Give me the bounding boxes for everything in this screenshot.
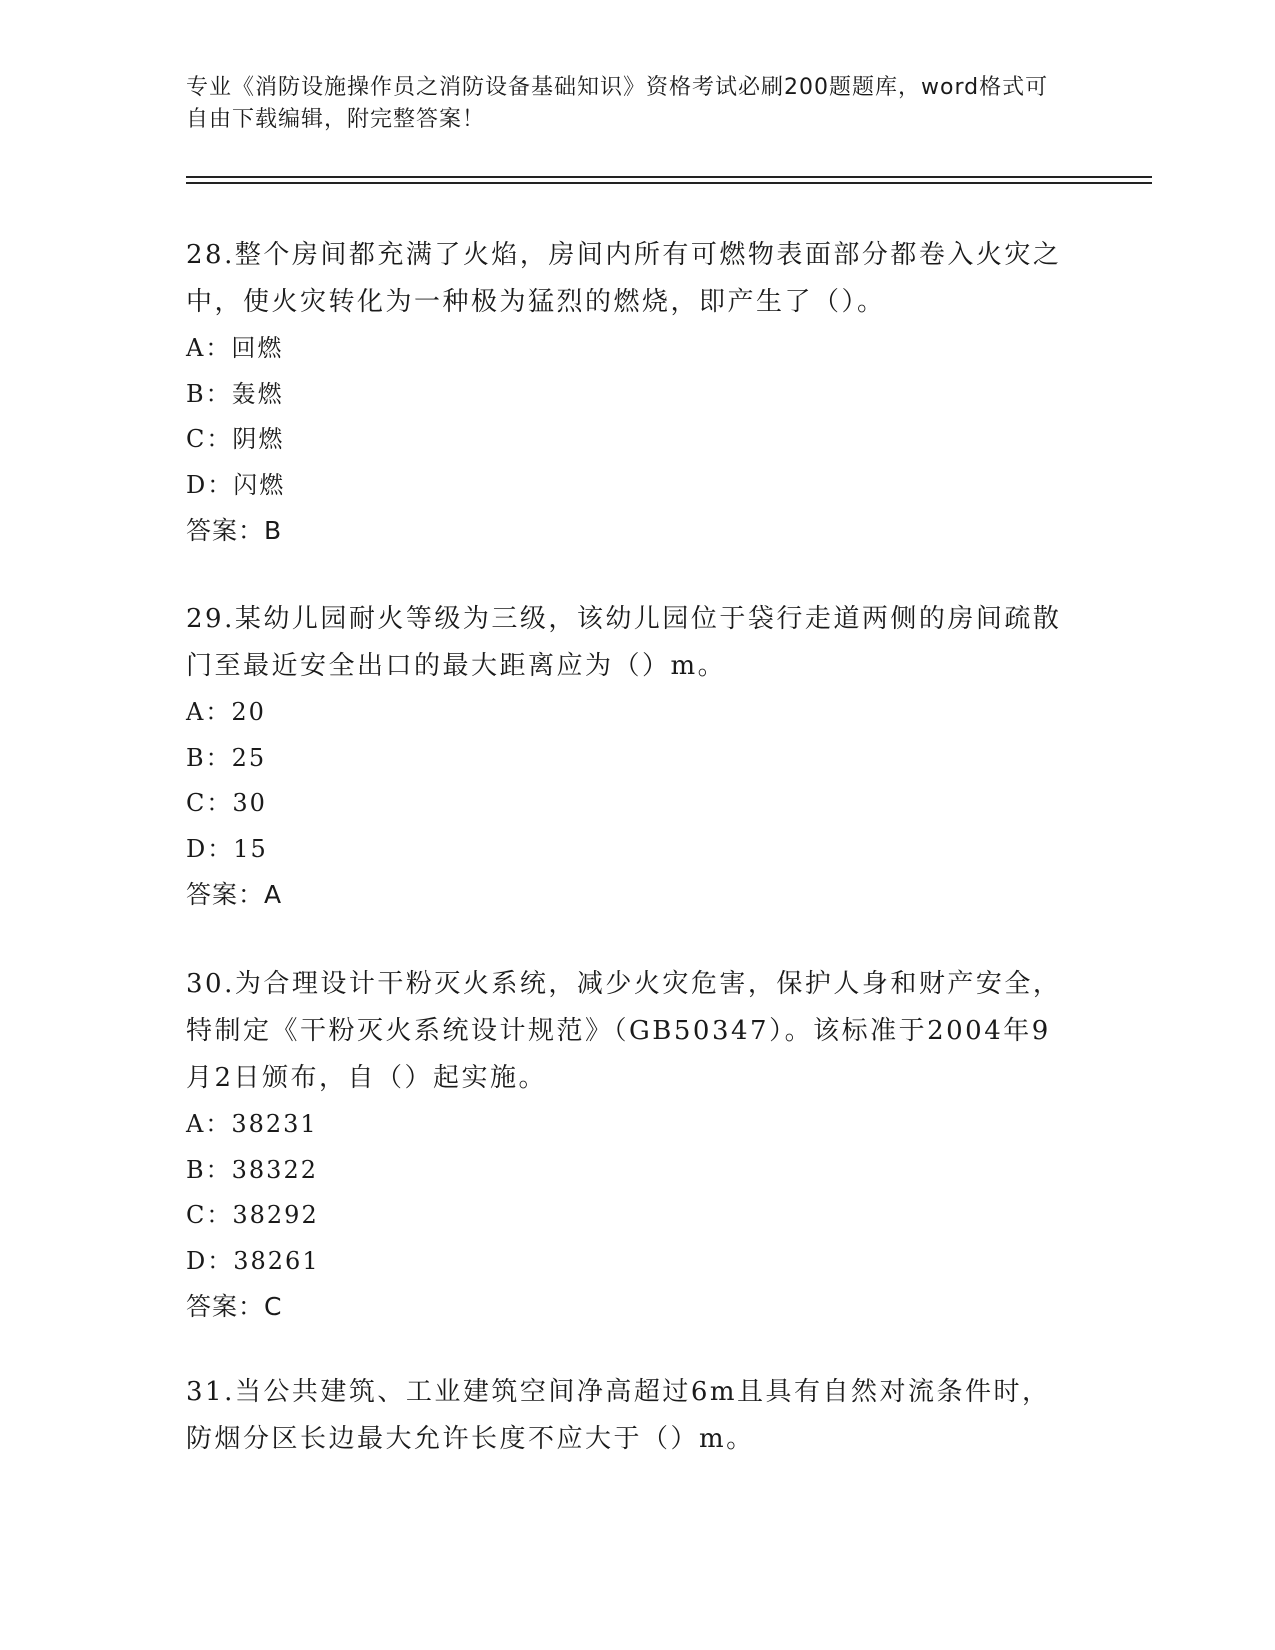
question-29 <box>186 596 1076 917</box>
answer: 答案：A <box>186 880 283 909</box>
option-d: D：闪燃 <box>186 470 286 499</box>
option-c: C：30 <box>186 789 267 817</box>
document-header: 专业《消防设施操作员之消防设备基础知识》资格考试必刷200题题库，word格式可自由下载编辑，附完整答案！ <box>186 75 1049 132</box>
option-b: B：25 <box>186 743 267 772</box>
question-text: 30.为合理设计干粉灭火系统，减少火灾危害，保护人身和财产安全，特制定《干粉灭火系统设计规范》（GB50347）。该标准于2004年9月2日颁布，自（）起实施。 <box>186 969 1062 1093</box>
question-30 <box>186 961 1076 1329</box>
option-b: B：轰燃 <box>186 379 284 408</box>
option-a: A：38231 <box>186 1110 318 1138</box>
option-b: B：38322 <box>186 1155 318 1184</box>
option-d: D：15 <box>186 834 268 863</box>
header-divider-bottom <box>186 182 1152 184</box>
answer: 答案：C <box>186 1292 283 1321</box>
option-c: C：阴燃 <box>186 425 285 453</box>
header-divider-top <box>186 176 1152 178</box>
option-d: D：38261 <box>186 1246 320 1275</box>
question-28 <box>186 232 1076 553</box>
question-text: 29.某幼儿园耐火等级为三级，该幼儿园位于袋行走道两侧的房间疏散门至最近安全出口的最大距离应为（）m。 <box>186 604 1062 681</box>
option-a: A：回燃 <box>186 334 284 362</box>
option-a: A：20 <box>186 698 266 726</box>
question-31 <box>186 1369 1076 1463</box>
question-text: 31.当公共建筑、工业建筑空间净高超过6m且具有自然对流条件时，防烟分区长边最大允许长度不应大于（）m。 <box>186 1377 1051 1454</box>
option-c: C：38292 <box>186 1201 319 1229</box>
answer: 答案：B <box>186 516 283 545</box>
question-text: 28.整个房间都充满了火焰，房间内所有可燃物表面部分都卷入火灾之中，使火灾转化为一种极为猛烈的燃烧，即产生了（）。 <box>186 240 1062 317</box>
